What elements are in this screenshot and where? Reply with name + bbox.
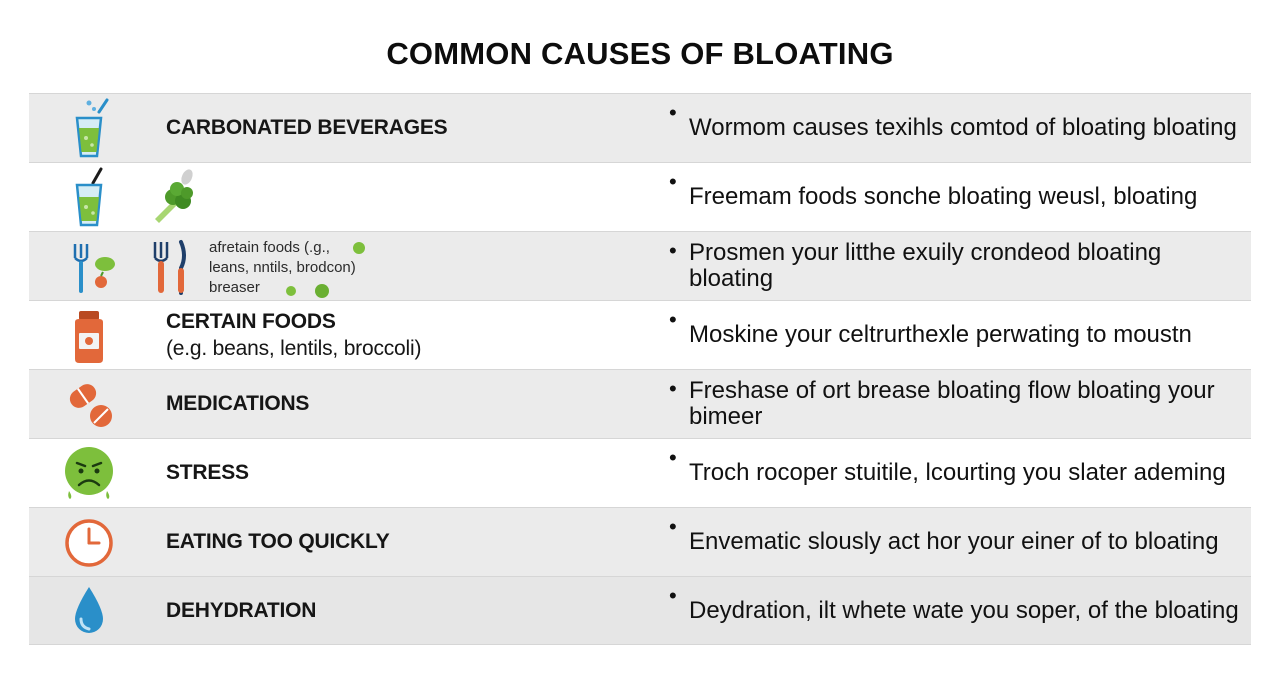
page-title: COMMON CAUSES OF BLOATING	[386, 36, 894, 71]
row-icons	[59, 94, 119, 162]
bullet-icon: •	[669, 445, 677, 470]
cause-title: CERTAIN FOODS	[166, 309, 336, 333]
description-text: Envematic slously act hor your einer of to bloating	[689, 528, 1219, 555]
table-row	[29, 231, 1251, 300]
table-row	[29, 438, 1251, 507]
cause-title: STRESS	[166, 461, 249, 484]
bullet-icon: •	[669, 376, 677, 401]
causes-table	[29, 93, 1251, 645]
description-text: Troch rocoper stuitile, lcourting you slater ademing	[689, 459, 1226, 486]
bullet-icon: •	[669, 307, 677, 332]
cause-description	[669, 232, 1239, 300]
pills-icon	[59, 374, 119, 434]
cause-description	[669, 301, 1239, 369]
bullet-icon: •	[669, 100, 677, 125]
cause-description	[669, 163, 1239, 231]
cause-title: EATING TOO QUICKLY	[166, 530, 390, 553]
description-text: Freshase of ort brease bloating flow bloating your bimeer	[689, 377, 1215, 430]
jar-icon	[59, 305, 119, 365]
table-row	[29, 93, 1251, 162]
table-row	[29, 369, 1251, 438]
carbonated-drink-icon	[59, 98, 119, 158]
cause-subtitle: (e.g. beans, lentils, broccoli)	[166, 336, 422, 360]
description-text: Prosmen your litthe exuily crondeod bloating bloating	[689, 239, 1162, 292]
cause-label	[166, 508, 390, 576]
row-icons	[59, 439, 119, 507]
bullet-icon: •	[669, 514, 677, 539]
brussels-sprout-icon	[313, 282, 331, 300]
brussels-sprout-icon	[351, 240, 367, 256]
cause-description	[669, 370, 1239, 438]
cause-label	[166, 439, 249, 507]
garbled-line: breaser	[209, 279, 260, 296]
row-icons	[59, 232, 197, 300]
row-icons	[59, 508, 119, 576]
table-row	[29, 300, 1251, 369]
fork-and-knife-icon	[147, 236, 197, 296]
cause-title: MEDICATIONS	[166, 392, 310, 415]
description-text: Freemam foods sonche bloating weusl, bloating	[689, 183, 1198, 210]
cause-title: CARBONATED BEVERAGES	[166, 116, 448, 139]
row-icons	[59, 163, 203, 231]
row-icons	[59, 370, 119, 438]
garbled-line: afretain foods (.g.,	[209, 239, 330, 256]
cause-label	[166, 301, 421, 369]
garbled-line: leans, nntils, brodcon)	[209, 259, 356, 276]
carbonated-drink-icon	[59, 167, 119, 227]
fork-and-vegetables-icon	[59, 236, 119, 296]
cause-label	[166, 94, 447, 162]
description-text: Deydration, ilt whete wate you soper, of the bloating	[689, 596, 1239, 624]
garbled-food-text	[209, 238, 356, 298]
description-text: Wormom causes texihls comtod of bloating bloating	[689, 114, 1237, 141]
table-row	[29, 507, 1251, 576]
broccoli-icon	[143, 167, 203, 227]
bullet-icon: •	[669, 238, 677, 263]
cause-description	[669, 94, 1239, 162]
stressed-face-icon	[59, 443, 119, 503]
cause-description	[669, 439, 1239, 507]
row-icons	[59, 577, 119, 644]
brussels-sprout-icon	[284, 284, 298, 298]
table-row	[29, 576, 1251, 645]
cause-title: DEHYDRATION	[166, 598, 317, 622]
cause-description	[669, 577, 1239, 644]
bullet-icon: •	[669, 582, 677, 608]
cause-label	[166, 370, 309, 438]
cause-description	[669, 508, 1239, 576]
table-row	[29, 162, 1251, 231]
clock-icon	[59, 512, 119, 572]
description-text: Moskine your celtrurthexle perwating to moustn	[689, 321, 1192, 348]
water-drop-icon	[59, 581, 119, 641]
bullet-icon: •	[669, 169, 677, 194]
row-icons	[59, 301, 119, 369]
cause-label	[166, 577, 316, 644]
